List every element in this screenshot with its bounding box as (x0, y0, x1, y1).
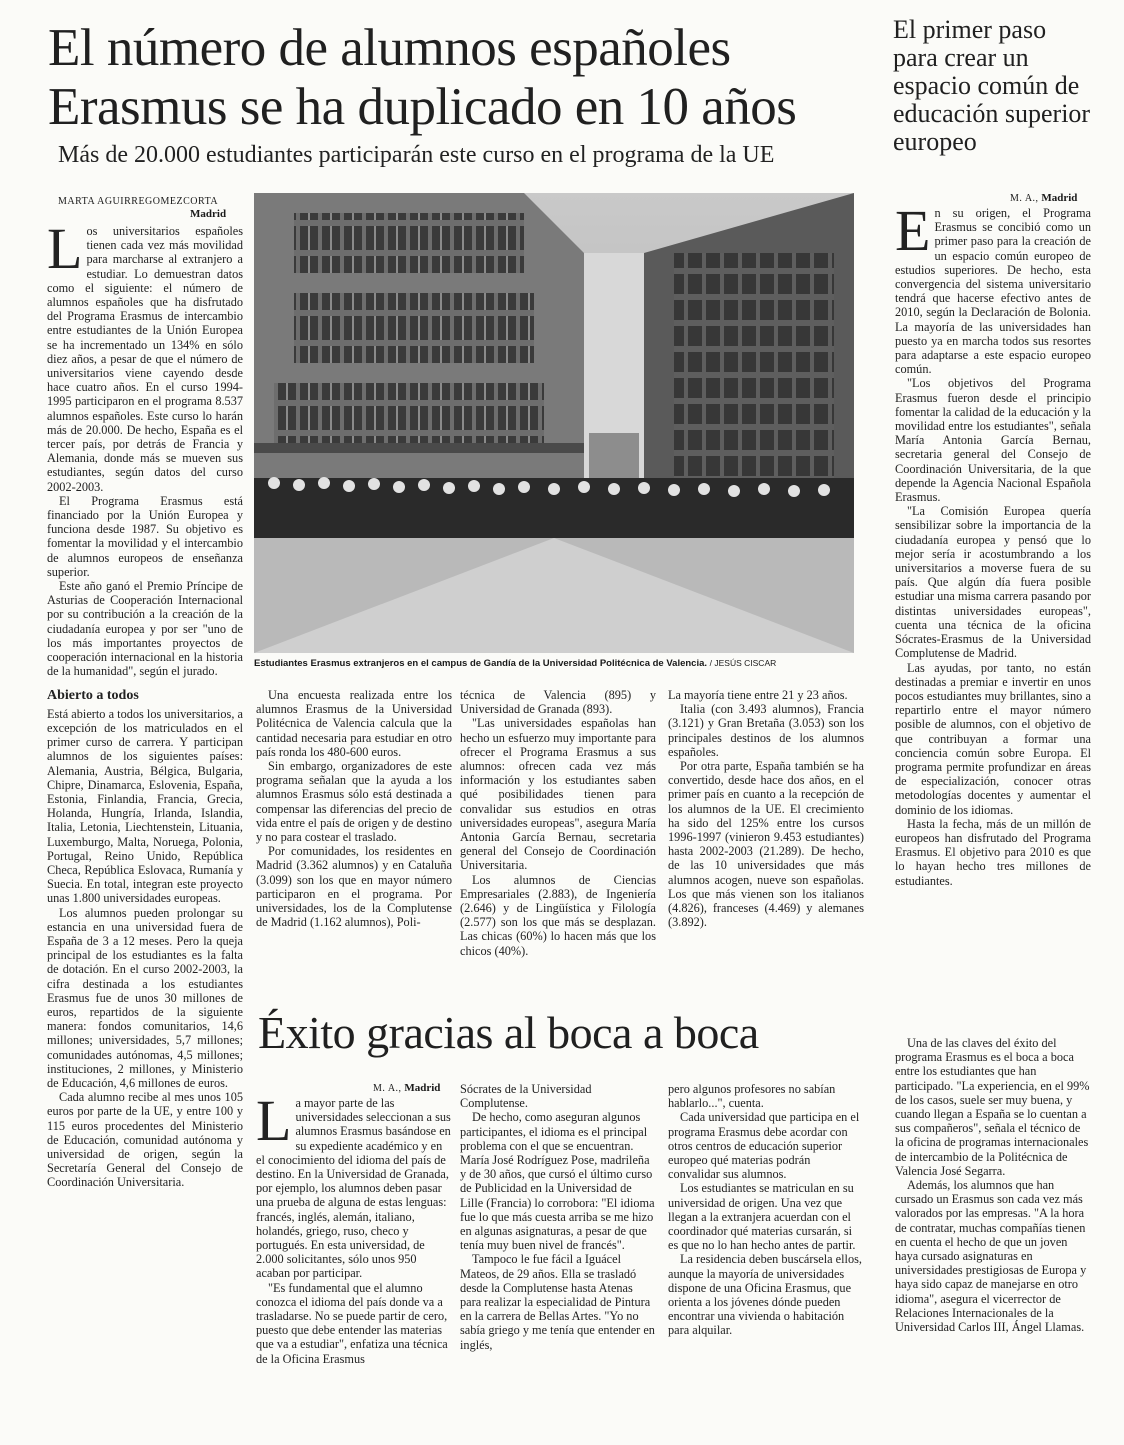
photo-caption-text: Estudiantes Erasmus extranjeros en el campus de Gandía de la Universidad Politécnica de Valencia. (254, 658, 708, 669)
second-headline: Éxito gracias al boca a boca (258, 1007, 759, 1058)
side-paragraph-5: Hasta la fecha, más de un millón de europeos han disfrutado del Programa Erasmus. El objetivo para 2010 es que lo hayan hecho tres millones de estudiantes. (895, 816, 1091, 888)
photo-caption (254, 658, 874, 669)
main-col2-paragraph-2: Sin embargo, organizadores de este programa señalan que la ayuda a los alumnos Erasmus sólo está destinada a compensar las diferencias del precio de vida entre el país de origen y de destino y no para costear el traslado. (256, 759, 452, 845)
main-col3-paragraph-2: "Las universidades españolas han hecho un esfuerzo muy importante para ofrecer el Programa Erasmus a sus alumnos: ofrecen cada vez más información y los estudiantes saben qué posibilidades tienen para convalidar sus estudios en otras universidades europeas", asegura María Antonia García Bernau, secretaria general del Consejo de Coordinación Universitaria. (460, 716, 656, 873)
main-headline (48, 19, 868, 136)
main-paragraph-3: Este año ganó el Premio Príncipe de Asturias de Cooperación Internacional por su contribución a la creación de la ciudadanía europea y por ser "uno de los más importantes proyectos de cooperación internacional en la historia de la humanidad", según el jurado. (47, 579, 243, 679)
second-column-3 (668, 1082, 864, 1338)
main-subhead: Abierto a todos (47, 687, 139, 703)
main-paragraph-4: Está abierto a todos los universitarios, a excepción de los matriculados en el primer curso de carrera. Y participan alumnos de los siguientes países: Alemania, Austria, Bélgica, Bulgaria, Chipre, Dinamarca, Eslovenia, España, Estonia, Finlandia, Francia, Grecia, Holanda, Hungría, Irlanda, Islandia, Italia, Letonia, Liechtenstein, Lituania, Luxemburgo, Malta, Noruega, Polonia, Portugal, Reino Unido, República Checa, República Eslovaca, Rumanía y Suecia. En total, integran este proyecto unas 1.800 universidades europeas. (47, 706, 243, 906)
main-subheadline: Más de 20.000 estudiantes participarán este curso en el programa de la UE (58, 142, 775, 168)
second-column-2 (460, 1082, 656, 1352)
main-paragraph-6: Cada alumno recibe al mes unos 105 euros por parte de la UE, y entre 100 y 115 euros procedentes del Ministerio de Educación, comunidad autónoma y universidad de origen, según la Secretaría General del Consejo de Coordinación Universitaria. (47, 1090, 243, 1190)
second-col3-paragraph-4: La residencia deben buscársela ellos, aunque la mayoría de universidades dispone de una Oficina Erasmus, que orienta a los jóvenes dónde pueden encontrar una vivienda o habitación para alquilar. (668, 1252, 862, 1338)
second-col2-paragraph-3: Tampoco le fue fácil a Iguácel Mateos, de 29 años. Ella se trasladó desde la Complutense hasta Atenas para realizar la especialidad de Pintura en la carrera de Bellas Artes. "Yo no sabía griego y me tenía que entender en inglés, (460, 1252, 655, 1352)
second-col1-paragraph-1: a mayor parte de las universidades seleccionan a sus alumnos Erasmus basándose en su expediente académico y en el conocimiento del idioma del país de destino. En la Universidad de Granada, por ejemplo, los alumnos deben pasar una prueba de alguna de estas lenguas: francés, inglés, alemán, italiano, holandés, griego, ruso, checo y portugués. En esta universidad, de 2.000 solicitantes, sólo unos 950 acaban por participar. (256, 1096, 451, 1281)
main-col3-paragraph-3: Los alumnos de Ciencias Empresariales (2.883), de Ingeniería (2.646) y de Lingüística y Filología (2.577) son los que más se desplazan. Las chicas (60%) lo hacen más que los chicos (40%). (460, 872, 656, 958)
second-byline-initials: M. A., (373, 1083, 402, 1094)
main-col2-paragraph-3: Por comunidades, los residentes en Madrid (3.362 alumnos) y en Cataluña (3.099) son los que en mayor número participaron en el programa. Por universidades, los de la Complutense de Madrid (1.162 alumnos), Poli- (256, 844, 452, 930)
photo-credit: / JESÚS CISCAR (709, 658, 777, 668)
main-column-1 (47, 216, 243, 1190)
main-city: Madrid (190, 208, 227, 220)
second-column-4 (895, 1036, 1091, 1334)
second-byline (373, 1082, 440, 1094)
main-col3-paragraph-1: técnica de Valencia (895) y Universidad de Granada (893). (460, 688, 656, 717)
main-col2-paragraph-1: Una encuesta realizada entre los alumnos Erasmus de la Universidad Politécnica de Valencia calcula que la cantidad necesaria para estudiar en otro país ronda los 480-600 euros. (256, 688, 452, 759)
second-col1-paragraph-2: "Es fundamental que el alumno conozca el idioma del país donde va a trasladarse. No se puede partir de cero, puesto que debe entender las materias que va a estudiar", enfatiza una técnica de la Oficina Erasmus (256, 1280, 448, 1366)
main-column-2 (256, 688, 452, 929)
main-col4-paragraph-2: Italia (con 3.493 alumnos), Francia (3.121) y Gran Bretaña (3.053) son los principales destinos de los alumnos españoles. (668, 702, 864, 759)
main-paragraph-1: os universitarios españoles tienen cada vez más movilidad para marcharse al extranjero a estudiar. Lo demuestran datos como el siguiente: el número de alumnos españoles que ha disfrutado del Programa Erasmus de intercambio entre estudiantes de la Unión Europea se ha incrementado un 134% en sólo diez años, a pesar de que el número de universitarios viene cayendo desde hace cuatro años. En el curso 1994-1995 participaron en el programa 8.537 alumnos españoles. Este curso lo harán más de 20.000. De hecho, España es el tercer país, por detrás de Francia y Alemania, donde más se mueven sus estudiantes, según datos del curso 2002-2003. (47, 224, 243, 494)
side-paragraph-1: n su origen, el Programa Erasmus se concibió como un primer paso para la creación de un espacio común europeo de estudios superiores. De hecho, esta convergencia del sistema universitario tendrá que hacerse efectivo antes de 2010, según la Declaración de Bolonia. La mayoría de las universidades han puesto ya en marcha todos sus resortes para adaptarse a este espacio europeo común. (895, 206, 1091, 377)
side-column (895, 198, 1091, 888)
main-headline-line-2: Erasmus se ha duplicado en 10 años (48, 78, 797, 136)
second-byline-city: Madrid (404, 1082, 441, 1094)
second-col4-paragraph-2: Además, los alumnos que han cursado un Erasmus son cada vez más valorados por las empresas. "A la hora de contratar, muchas compañías tienen en cuenta el hecho de que un joven haya cursado asignaturas en universidades prestigiosas de Europa y haya sido capaz de manejarse en otro idioma", asegura el vicerrector de Relaciones Internacionales de la Universidad Carlos III, Ángel Llamas. (895, 1178, 1087, 1335)
side-paragraph-4: Las ayudas, por tanto, no están destinadas a premiar e invertir en unos pocos estudiantes muy brillantes, sino a repartirlo entre el mayor número posible de alumnos, con el objetivo de que contribuyan a formar una conciencia común sobre Europa. El programa permite profundizar en áreas de especialización, conocer otras metodologías docentes y aumentar el dominio de los idiomas. (895, 660, 1091, 817)
second-col2-paragraph-1: Sócrates de la Universidad Complutense. (460, 1082, 592, 1111)
second-col4-paragraph-1: Una de las claves del éxito del programa Erasmus es el boca a boca entre los estudiantes que han participado. "La experiencia, en el 99% de los casos, suele ser muy buena, y cuando llegan a España se lo cuentan a sus compañeros", señala el técnico de la oficina de programas internacionales de intercambio de la Politécnica de Valencia José Segarra. (895, 1036, 1090, 1178)
main-paragraph-2: El Programa Erasmus está financiado por la Unión Europea y funciona desde 1987. Su objetivo es fomentar la movilidad y el intercambio de alumnos europeos de enseñanza superior. (47, 493, 243, 579)
side-byline (1010, 192, 1077, 204)
campus-photo (254, 193, 854, 653)
side-byline-city: Madrid (1041, 192, 1078, 204)
main-column-4 (668, 688, 864, 929)
photo (254, 193, 854, 653)
side-dropcap: E (895, 198, 931, 263)
main-paragraph-5: Los alumnos pueden prolongar su estancia en una universidad fuera de España de 3 a 12 meses. Pero la queja principal de los estudiantes es la falta de dotación. En el curso 2002-2003, la cifra destinada a los estudiantes Erasmus fue de unos 30 millones de euros, repartidos de la siguiente manera: fondos comunitarios, 14,6 millones; universidades, 5,7 millones; comunidades autónomas, 4,5 millones; instituciones, 2 millones, y Ministerio de Educación, 4,6 millones de euros. (47, 905, 243, 1090)
side-byline-initials: M. A., (1010, 193, 1039, 204)
side-paragraph-3: "La Comisión Europea quería sensibilizar sobre la importancia de la ciudadanía europea y pensó que lo mejor sería ir acostumbrando a los universitarios a moverse fuera de su país. Que algún día fuera posible estudiar una misma carrera pasando por distintas universidades europeas", cuenta una técnica de la oficina Sócrates-Erasmus de la Universidad Complutense de Madrid. (895, 504, 1091, 661)
main-dropcap: L (47, 216, 83, 281)
side-paragraph-2: "Los objetivos del Programa Erasmus fueron desde el principio fomentar la calidad de la educación y la movilidad entre los estudiantes", señala María Antonia García Bernau, secretaria general del Consejo de Coordinación Universitaria, de la que depende la Agencia Nacional Española Erasmus. (895, 376, 1091, 505)
side-headline: El primer paso para crear un espacio común de educación superior europeo (893, 15, 1091, 156)
second-col3-paragraph-2: Cada universidad que participa en el programa Erasmus debe acordar con otros centros de educación superior europeo qué materias podrán convalidar sus alumnos. (668, 1110, 860, 1182)
second-dropcap: L (256, 1088, 292, 1153)
second-col3-paragraph-1: pero algunos profesores no sabían hablarlo...", cuenta. (668, 1082, 836, 1111)
second-col2-paragraph-2: De hecho, como aseguran algunos participantes, el idioma es el principal problema con el que se encuentran. María José Rodríguez Pose, madrileña y de 30 años, que cursó el último curso de Publicidad en la Universidad de Lille (Francia) lo corrobora: "El idioma fue lo que más cuesta arriba se me hizo en algunas asignaturas, a pesar de que tenía muy buen nivel de francés". (460, 1110, 655, 1253)
second-col3-paragraph-3: Los estudiantes se matriculan en su universidad de origen. Una vez que llegan a la extranjera acuerdan con el coordinador qué materias cursarán, si es que no lo han hecho antes de partir. (668, 1181, 856, 1253)
main-column-3 (460, 688, 656, 958)
main-headline-line-1: El número de alumnos españoles (48, 19, 731, 77)
main-col4-paragraph-3: Por otra parte, España también se ha convertido, desde hace dos años, en el primer país en cuanto a la recepción de los alumnos de la UE. El crecimiento ha sido del 125% entre los cursos 1996-1997 (vinieron 9.453 estudiantes) hasta 2002-2003 (21.289). De hecho, de las 10 universidades que más alumnos acogen, nueve son españolas. Los que más vienen son los italianos (4.826), franceses (4.469) y alemanes (3.892). (668, 759, 864, 930)
main-col4-paragraph-1: La mayoría tiene entre 21 y 23 años. (668, 688, 848, 702)
main-author: MARTA AGUIRREGOMEZCORTA (58, 196, 219, 207)
